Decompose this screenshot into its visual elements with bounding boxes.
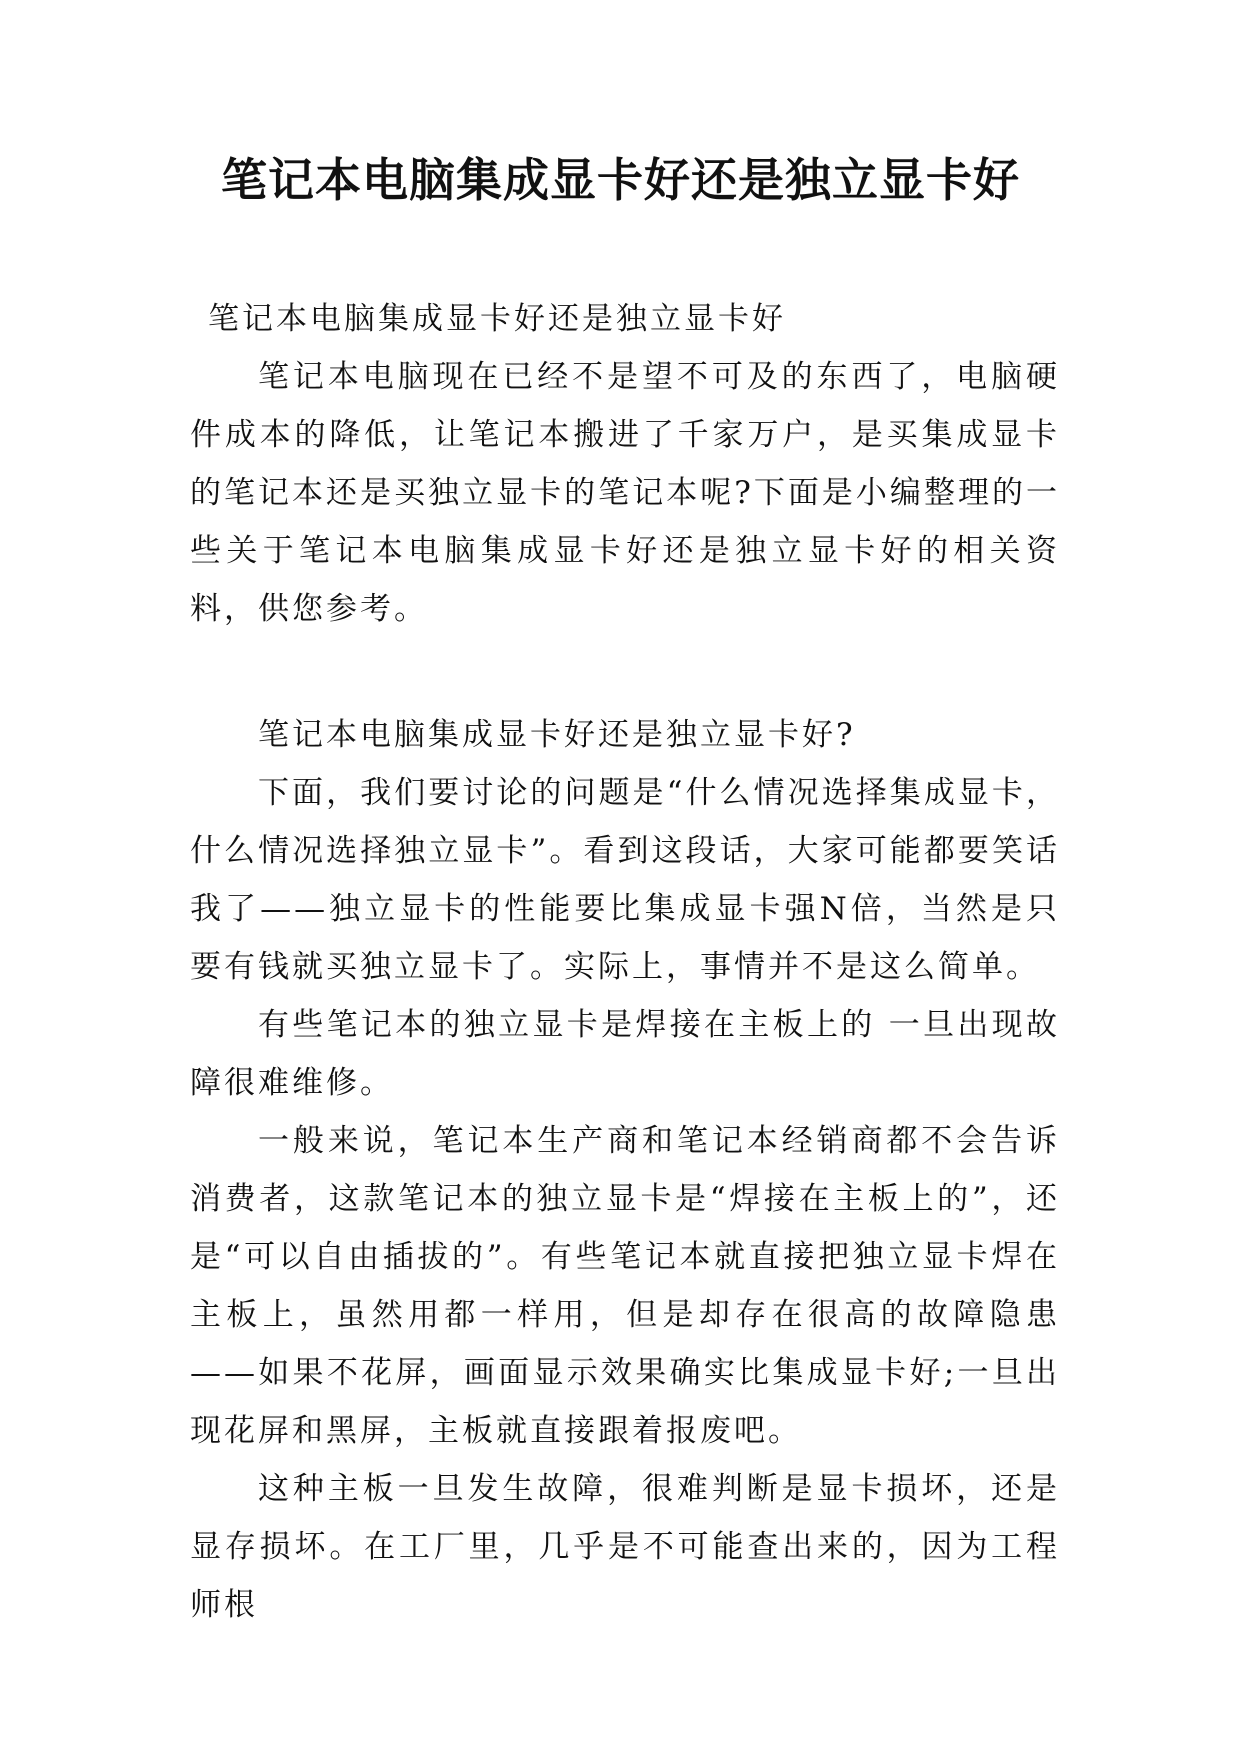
document-subtitle: 笔记本电脑集成显卡好还是独立显卡好 [208, 301, 786, 337]
paragraph-soldered-gpu: 有些笔记本的独立显卡是焊接在主板上的 一旦出现故障很难维修。 [190, 1007, 1060, 1101]
paragraph-manufacturers: 一般来说，笔记本生产商和笔记本经销商都不会告诉消费者，这款笔记本的独立显卡是“焊接在主板上的”，还是“可以自由插拔的”。有些笔记本就直接把独立显卡焊在主板上，虽然用都一样用，但是却存在很高的故障隐患——如果不花屏，画面显示效果确实比集成显卡好;一旦出现花屏和黑屏，主板就直接跟着报废吧。 [190, 1123, 1060, 1449]
paragraph-intro: 笔记本电脑现在已经不是望不可及的东西了，电脑硬件成本的降低，让笔记本搬进了千家万户，是买集成显卡的笔记本还是买独立显卡的笔记本呢?下面是小编整理的一些关于笔记本电脑集成显卡好还是独立显卡好的相关资料，供您参考。 [190, 359, 1060, 627]
paragraph-spacer [190, 638, 1060, 706]
document-title: 笔记本电脑集成显卡好还是独立显卡好 [221, 153, 1020, 207]
paragraph-diagnosis: 这种主板一旦发生故障，很难判断是显卡损坏，还是显存损坏。在工厂里，几乎是不可能查出来的，因为工程师根 [190, 1471, 1060, 1623]
document-body [190, 290, 1060, 1634]
section-question: 笔记本电脑集成显卡好还是独立显卡好? [258, 717, 856, 753]
paragraph-discussion: 下面，我们要讨论的问题是“什么情况选择集成显卡，什么情况选择独立显卡”。看到这段话，大家可能都要笑话我了——独立显卡的性能要比集成显卡强N倍，当然是只要有钱就买独立显卡了。实际上，事情并不是这么简单。 [190, 775, 1060, 985]
